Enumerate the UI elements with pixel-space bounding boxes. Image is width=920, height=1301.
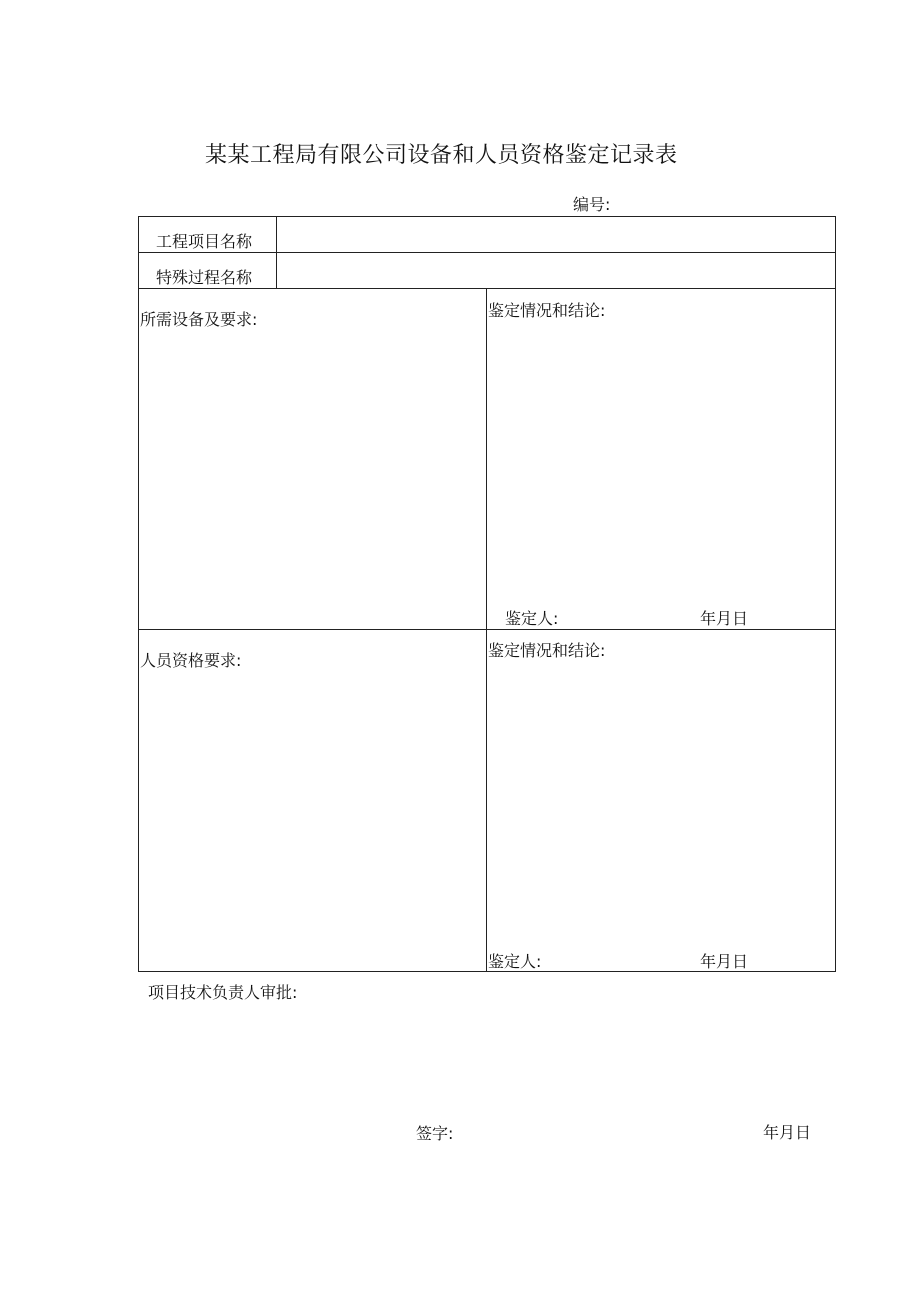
label-column-divider: [276, 217, 277, 288]
approval-date-label: 年月日: [763, 1123, 812, 1142]
section-divider: [139, 629, 835, 630]
personnel-requirements-label: 人员资格要求:: [140, 651, 242, 670]
equipment-conclusion-label: 鉴定情况和结论:: [488, 301, 606, 320]
row-divider-2: [139, 288, 835, 289]
serial-number-label: 编号:: [573, 195, 611, 214]
page-title: 某某工程局有限公司设备和人员资格鉴定记录表: [205, 143, 678, 168]
personnel-conclusion-label: 鉴定情况和结论:: [488, 641, 606, 660]
equipment-appraiser-label: 鉴定人:: [505, 609, 559, 628]
personnel-date-label: 年月日: [700, 952, 749, 971]
center-column-divider: [486, 288, 487, 972]
equipment-requirements-label: 所需设备及要求:: [140, 310, 258, 329]
approval-label: 项目技术负责人审批:: [148, 983, 298, 1002]
special-process-field[interactable]: [282, 265, 830, 287]
project-name-label: 工程项目名称: [156, 232, 253, 251]
project-name-field[interactable]: [282, 229, 830, 251]
row-divider-1: [139, 252, 835, 253]
equipment-date-label: 年月日: [700, 609, 749, 628]
signature-label: 签字:: [416, 1124, 454, 1143]
special-process-label: 特殊过程名称: [156, 268, 253, 287]
personnel-appraiser-label: 鉴定人:: [488, 952, 542, 971]
